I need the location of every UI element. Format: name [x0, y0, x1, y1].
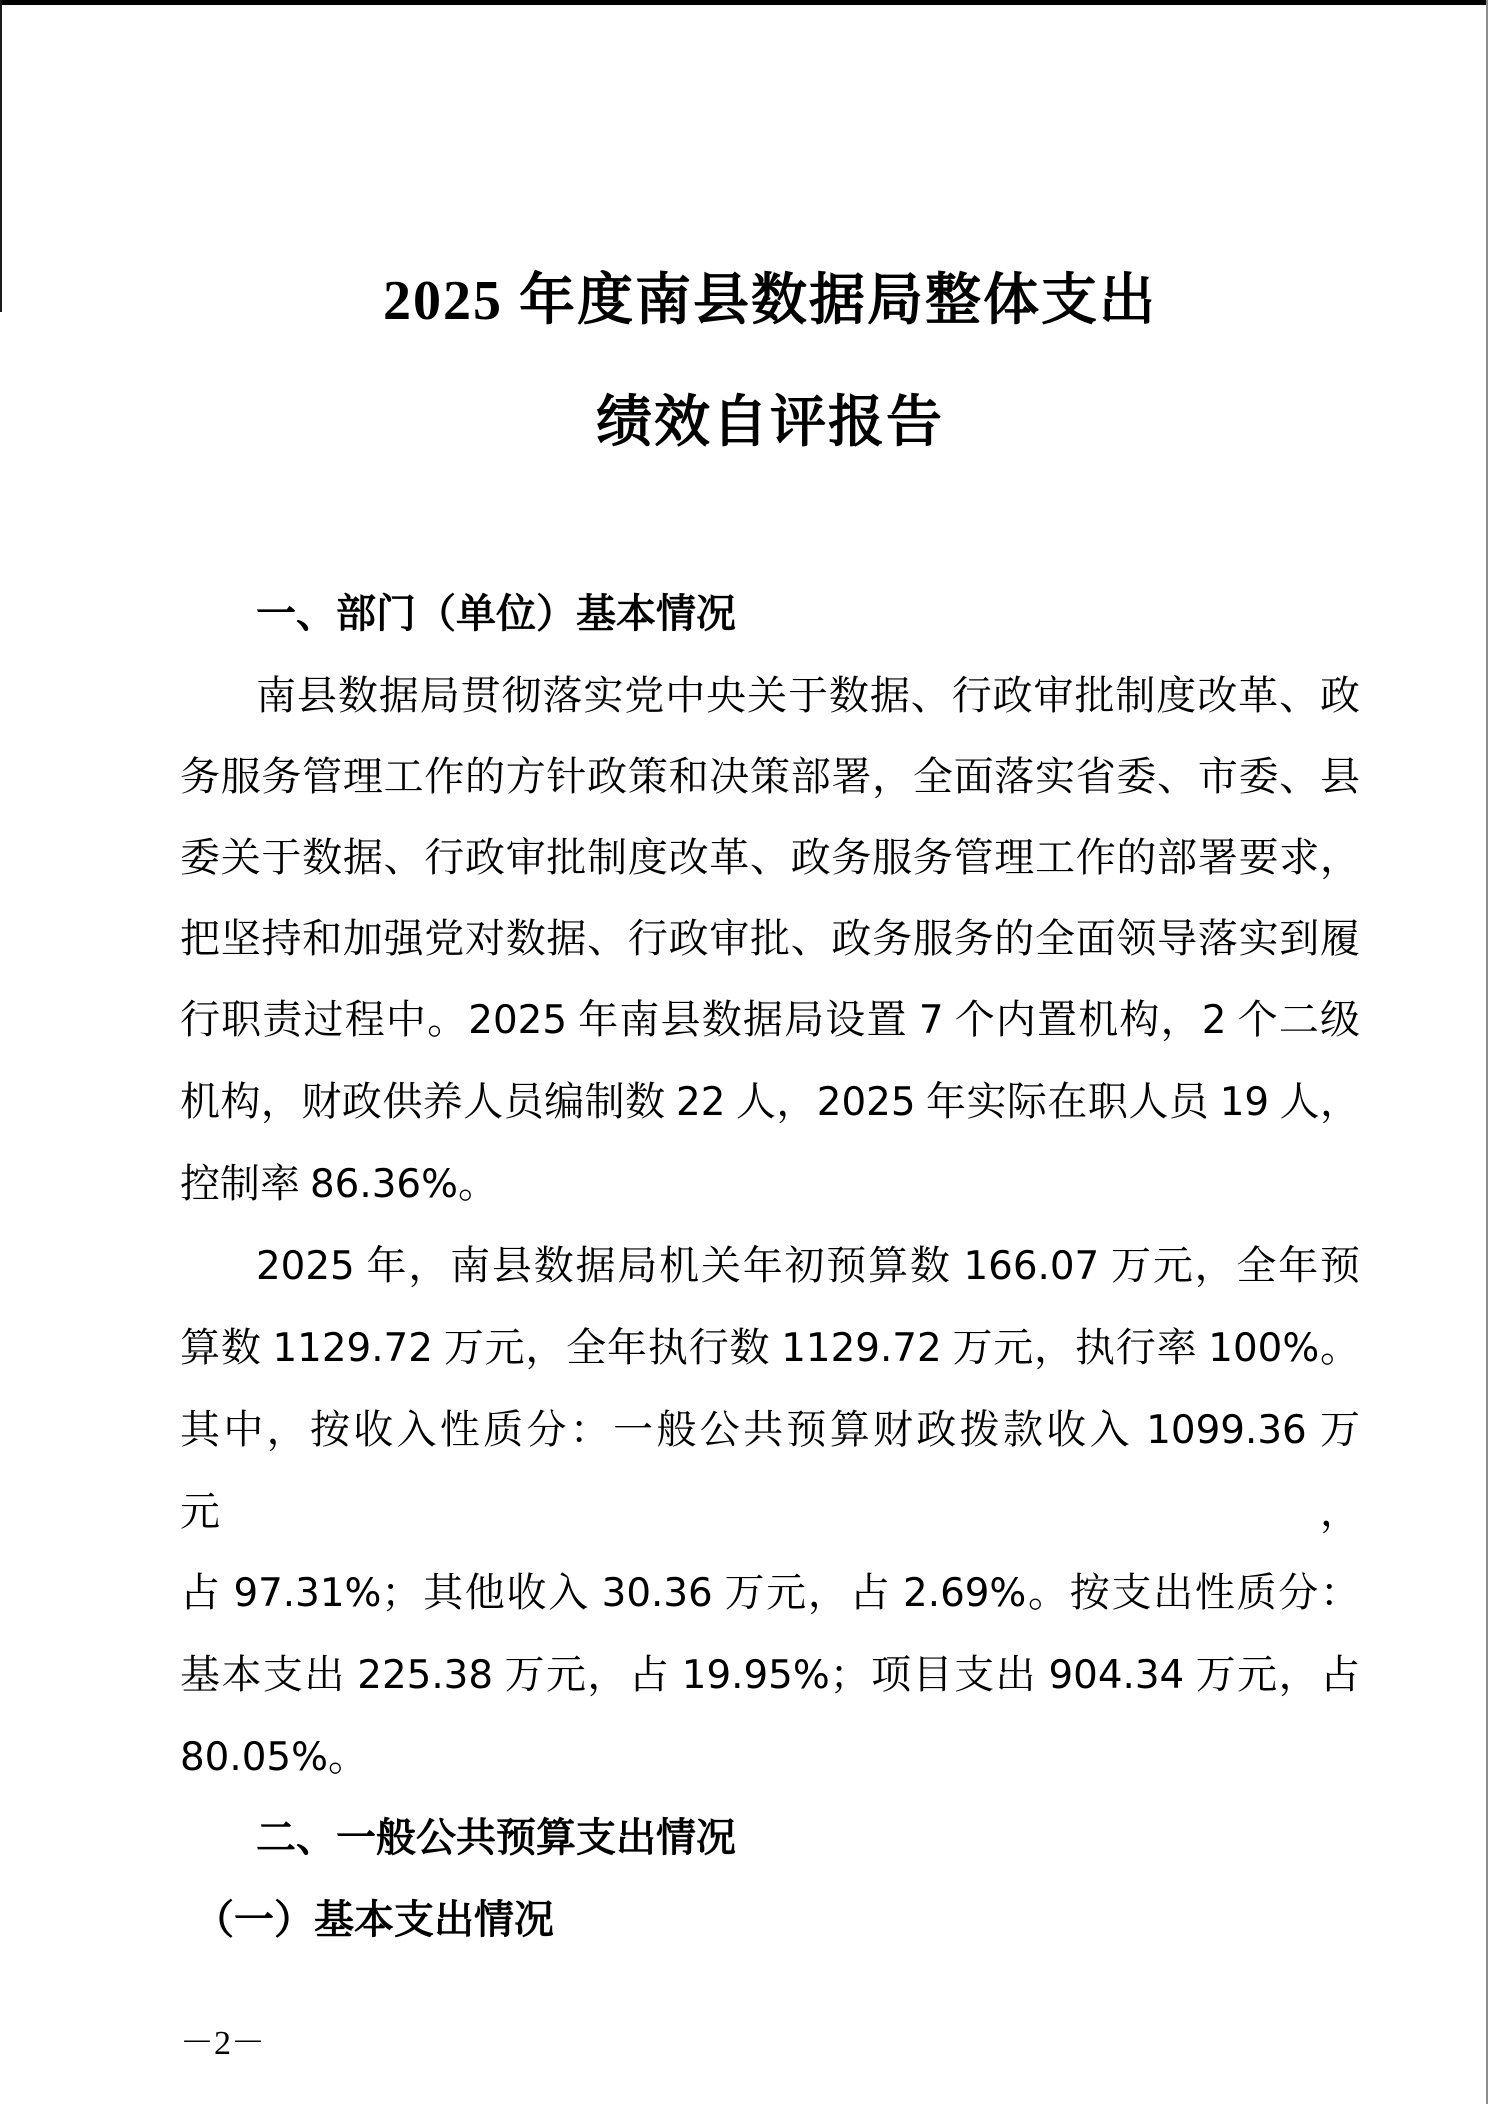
- numeric-value: 1129.72: [781, 1326, 942, 1371]
- document-body: [180, 5, 1360, 2068]
- numeric-value: 86.36%: [310, 1162, 458, 1207]
- numeric-value: 30.36: [601, 1571, 713, 1616]
- body-text-line: 控制率 86.36%。: [180, 1161, 498, 1207]
- page-number: －2－: [180, 2025, 265, 2062]
- body-text-line: 80.05%。: [180, 1734, 368, 1780]
- numeric-value: 22: [676, 1080, 726, 1125]
- numeric-value: 19: [1219, 1080, 1270, 1125]
- numeric-value: 97.31%: [233, 1571, 382, 1616]
- subsection-heading: （一）基本支出情况: [194, 1897, 554, 1942]
- body-text-line: 委关于数据、行政审批制度改革、政务服务管理工作的部署要求，: [180, 835, 1360, 880]
- body-text-line: 机构，财政供养人员编制数 22 人，2025 年实际在职人员 19 人，: [180, 1079, 1361, 1125]
- numeric-value: 2025: [816, 1080, 916, 1125]
- document-content: [180, 574, 1360, 1960]
- document-title: [180, 240, 1360, 484]
- numeric-value: 904.34: [1048, 1653, 1185, 1698]
- section-heading: 二、一般公共预算支出情况: [256, 1816, 736, 1860]
- body-text-line: 行职责过程中。2025 年南县数据局设置 7 个内置机构，2 个二级: [180, 997, 1361, 1043]
- page-left-edge: [0, 0, 2, 312]
- body-text-line: 南县数据局贯彻落实党中央关于数据、行政审批制度改革、政: [256, 673, 1360, 718]
- body-text-line: 务服务管理工作的方针政策和决策部署，全面落实省委、市委、县: [180, 754, 1360, 799]
- title-line-1: 2025 年度南县数据局整体支出: [383, 270, 1157, 332]
- body-text-line: 算数 1129.72 万元，全年执行数 1129.72 万元，执行率 100%。: [180, 1325, 1361, 1371]
- numeric-value: 80.05%: [180, 1735, 328, 1780]
- numeric-value: 1099.36: [1146, 1408, 1307, 1453]
- body-text-line: 2025 年，南县数据局机关年初预算数 166.07 万元，全年预: [256, 1243, 1361, 1289]
- numeric-value: 2025: [468, 998, 568, 1043]
- section-heading: 一、部门（单位）基本情况: [256, 592, 736, 636]
- numeric-value: 2: [1201, 998, 1227, 1043]
- numeric-value: 1129.72: [272, 1326, 433, 1371]
- body-text-line: 其中，按收入性质分：一般公共预算财政拨款收入 1099.36 万元，: [180, 1407, 1361, 1534]
- body-text-line: 占 97.31%；其他收入 30.36 万元，占 2.69%。按支出性质分：: [180, 1570, 1361, 1616]
- title-line-2: 绩效自评报告: [596, 392, 944, 454]
- body-text-line: 基本支出 225.38 万元，占 19.95%；项目支出 904.34 万元，占: [180, 1652, 1361, 1698]
- body-text-line: 把坚持和加强党对数据、行政审批、政务服务的全面领导落实到履: [180, 916, 1360, 961]
- numeric-value: 2025: [256, 1244, 355, 1289]
- numeric-value: 166.07: [963, 1244, 1100, 1289]
- numeric-value: 19.95%: [681, 1653, 830, 1698]
- page-footer: [180, 2020, 1360, 2068]
- numeric-value: 2.69%: [903, 1571, 1027, 1616]
- numeric-value: 225.38: [357, 1653, 494, 1698]
- numeric-value: 100%: [1208, 1326, 1320, 1371]
- numeric-value: 7: [918, 998, 944, 1043]
